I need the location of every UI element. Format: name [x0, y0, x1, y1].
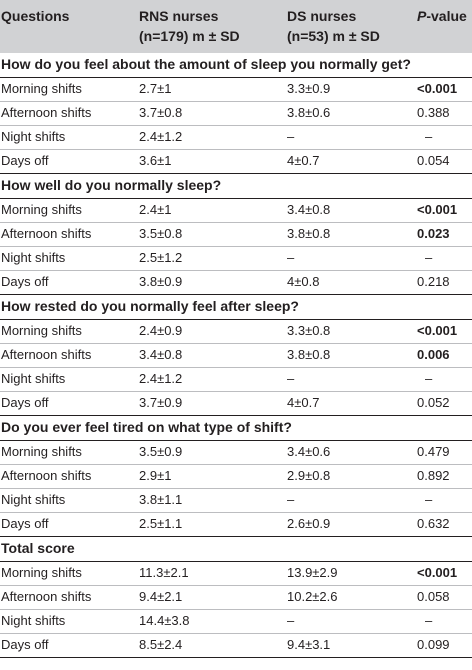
rns-value: 3.7±0.9: [139, 395, 183, 410]
row-label: Morning shifts: [1, 202, 82, 217]
ds-value: 3.8±0.6: [287, 105, 331, 120]
p-value: –: [425, 129, 433, 144]
table-row: [0, 441, 472, 465]
table-row: [0, 465, 472, 489]
header-ds: [287, 6, 380, 46]
rns-value: 2.9±1: [139, 468, 172, 483]
ds-value: 2.9±0.8: [287, 468, 331, 483]
p-value: <0.001: [417, 202, 458, 217]
table-header: [0, 0, 472, 53]
row-label: Afternoon shifts: [1, 347, 92, 362]
p-value: –: [425, 492, 433, 507]
section-title: How rested do you normally feel after sleep?: [1, 298, 299, 314]
ds-value: 13.9±2.9: [287, 565, 338, 580]
table-row: [0, 344, 472, 368]
ds-value: –: [287, 613, 295, 628]
p-value: 0.388: [417, 105, 450, 120]
table-row: [0, 102, 472, 126]
section-heading: [0, 174, 472, 199]
p-value: 0.023: [417, 226, 450, 241]
header-rns-line1: RNS nurses: [139, 8, 219, 24]
row-label: Morning shifts: [1, 565, 82, 580]
row-label: Days off: [1, 516, 49, 531]
rns-value: 8.5±2.4: [139, 637, 183, 652]
header-ds-line1: DS nurses: [287, 8, 357, 24]
header-rns: [139, 6, 240, 46]
header-p-italic: P: [417, 8, 427, 24]
row-label: Night shifts: [1, 492, 66, 507]
row-label: Days off: [1, 395, 49, 410]
table-row: [0, 320, 472, 344]
ds-value: 2.6±0.9: [287, 516, 331, 531]
rns-value: 3.8±0.9: [139, 274, 183, 289]
header-rns-line2: (n=179) m ± SD: [139, 28, 240, 44]
ds-value: –: [287, 492, 295, 507]
row-label: Days off: [1, 153, 49, 168]
p-value: 0.218: [417, 274, 450, 289]
ds-value: 9.4±3.1: [287, 637, 331, 652]
rns-value: 2.4±1.2: [139, 371, 183, 386]
rns-value: 14.4±3.8: [139, 613, 190, 628]
table-row: [0, 150, 472, 174]
table-row: [0, 610, 472, 634]
ds-value: 10.2±2.6: [287, 589, 338, 604]
rns-value: 2.4±1: [139, 202, 172, 217]
table-row: [0, 392, 472, 416]
header-p-rest: -value: [426, 8, 467, 24]
ds-value: 4±0.7: [287, 153, 320, 168]
p-value: <0.001: [417, 323, 458, 338]
section-heading: [0, 295, 472, 320]
rns-value: 3.8±1.1: [139, 492, 183, 507]
ds-value: 3.3±0.9: [287, 81, 331, 96]
p-value: <0.001: [417, 81, 458, 96]
rns-value: 2.4±0.9: [139, 323, 183, 338]
table-row: [0, 368, 472, 392]
ds-value: 3.8±0.8: [287, 226, 331, 241]
p-value: 0.006: [417, 347, 450, 362]
table-row: [0, 513, 472, 537]
ds-value: 4±0.8: [287, 274, 320, 289]
row-label: Night shifts: [1, 129, 66, 144]
ds-value: 4±0.7: [287, 395, 320, 410]
section-title: Total score: [1, 540, 75, 556]
section-heading: [0, 537, 472, 562]
rns-value: 2.5±1.2: [139, 250, 183, 265]
row-label: Night shifts: [1, 613, 66, 628]
table-row: [0, 223, 472, 247]
ds-value: 3.4±0.8: [287, 202, 331, 217]
header-questions: [1, 6, 69, 26]
rns-value: 9.4±2.1: [139, 589, 183, 604]
table-row: [0, 586, 472, 610]
ds-value: –: [287, 371, 295, 386]
row-label: Morning shifts: [1, 323, 82, 338]
section-title: Do you ever feel tired on what type of shift?: [1, 419, 292, 435]
p-value: –: [425, 250, 433, 265]
row-label: Morning shifts: [1, 444, 82, 459]
p-value: <0.001: [417, 565, 458, 580]
p-value: 0.632: [417, 516, 450, 531]
header-p-value-label: [417, 6, 467, 26]
row-label: Afternoon shifts: [1, 468, 92, 483]
table-row: [0, 247, 472, 271]
table-row: [0, 489, 472, 513]
rns-value: 3.5±0.8: [139, 226, 183, 241]
ds-value: –: [287, 250, 295, 265]
ds-value: 3.4±0.6: [287, 444, 331, 459]
section-title: How do you feel about the amount of sleep you normally get?: [1, 56, 411, 72]
table-row: [0, 78, 472, 102]
row-label: Afternoon shifts: [1, 226, 92, 241]
rns-value: 2.5±1.1: [139, 516, 183, 531]
row-label: Night shifts: [1, 250, 66, 265]
table-row: [0, 271, 472, 295]
row-label: Days off: [1, 637, 49, 652]
ds-value: 3.3±0.8: [287, 323, 331, 338]
p-value: 0.479: [417, 444, 450, 459]
header-ds-line2: (n=53) m ± SD: [287, 28, 380, 44]
ds-value: –: [287, 129, 295, 144]
section-title: How well do you normally sleep?: [1, 177, 222, 193]
table-row: [0, 126, 472, 150]
row-label: Afternoon shifts: [1, 589, 92, 604]
ds-value: 3.8±0.8: [287, 347, 331, 362]
rns-value: 3.7±0.8: [139, 105, 183, 120]
table-row: [0, 562, 472, 586]
rns-value: 2.7±1: [139, 81, 172, 96]
rns-value: 3.4±0.8: [139, 347, 183, 362]
p-value: 0.892: [417, 468, 450, 483]
p-value: 0.052: [417, 395, 450, 410]
table-row: [0, 634, 472, 658]
p-value: –: [425, 371, 433, 386]
row-label: Days off: [1, 274, 49, 289]
header-questions-label: Questions: [1, 8, 70, 24]
row-label: Morning shifts: [1, 81, 82, 96]
row-label: Afternoon shifts: [1, 105, 92, 120]
rns-value: 2.4±1.2: [139, 129, 183, 144]
section-heading: [0, 416, 472, 441]
rns-value: 11.3±2.1: [139, 565, 189, 580]
header-p-value: [417, 6, 467, 26]
rns-value: 3.6±1: [139, 153, 172, 168]
p-value: 0.054: [417, 153, 450, 168]
row-label: Night shifts: [1, 371, 66, 386]
rns-value: 3.5±0.9: [139, 444, 183, 459]
p-value: –: [425, 613, 433, 628]
p-value: 0.099: [417, 637, 450, 652]
p-value: 0.058: [417, 589, 450, 604]
section-heading: [0, 53, 472, 78]
table-row: [0, 199, 472, 223]
